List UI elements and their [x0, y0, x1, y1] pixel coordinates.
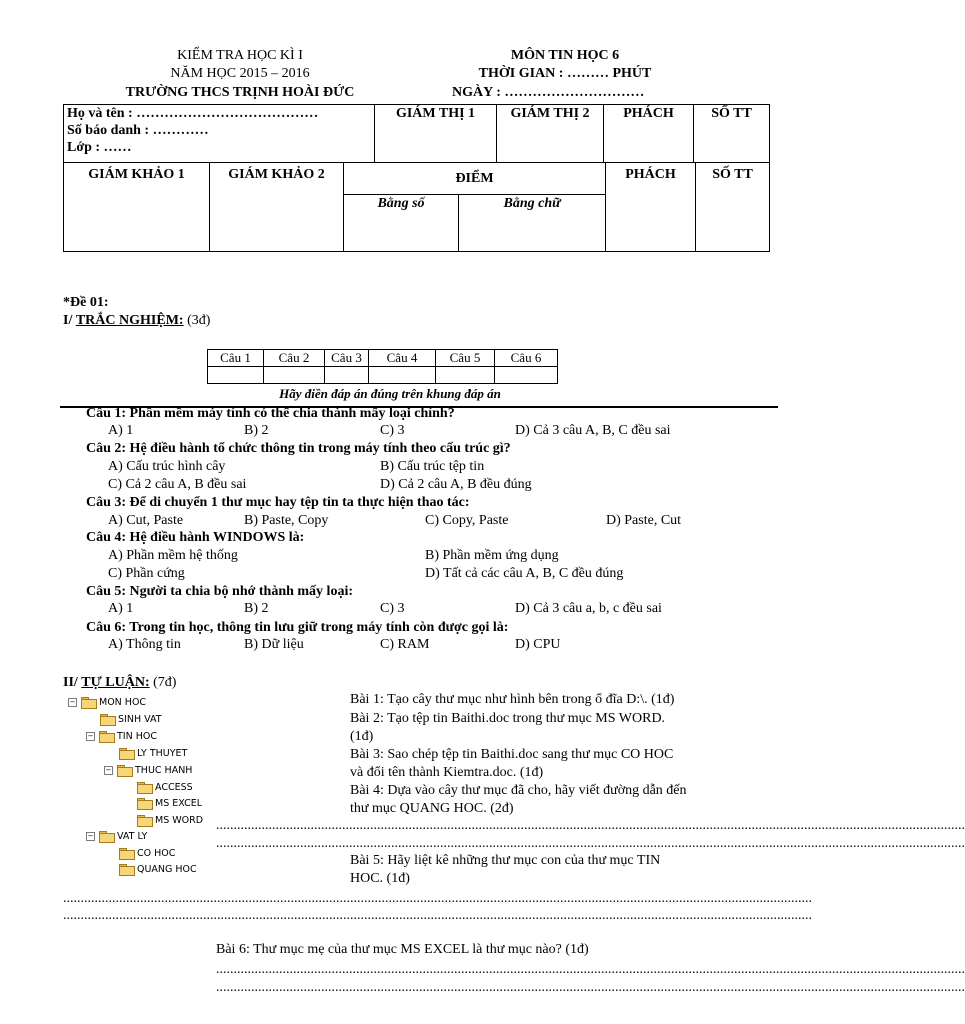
answer-grid [207, 349, 558, 384]
answer-col-header: Câu 5 [436, 350, 495, 367]
collapse-icon[interactable]: − [87, 832, 94, 840]
q5-option-b: B) 2 [244, 601, 269, 616]
task-3-line-2: và đổi tên thành Kiemtra.doc. (1đ) [350, 765, 544, 780]
q2-option-c: C) Cả 2 câu A, B đều sai [108, 477, 247, 492]
number-cell-2: SỐ TT [696, 163, 770, 252]
full-name-field: Họ và tên : ………………………………… [67, 106, 319, 121]
tree-node-mon-hoc[interactable] [68, 697, 146, 708]
question-1: Câu 1: Phần mềm máy tính có thể chia thành mấy loại chính? [86, 406, 455, 421]
grader-2-cell: GIÁM KHẢO 2 [210, 163, 344, 252]
collapse-icon[interactable]: − [87, 732, 94, 740]
tree-node-vat-ly[interactable] [86, 831, 147, 842]
q4-option-c: C) Phần cứng [108, 566, 185, 581]
exam-title: KIỂM TRA HỌC KÌ I [177, 48, 303, 63]
question-2: Câu 2: Hệ điều hành tổ chức thông tin trong máy tính theo cấu trúc gì? [86, 441, 511, 456]
answer-col-header: Câu 1 [208, 350, 264, 367]
answer-col-header: Câu 4 [369, 350, 436, 367]
part-1-heading [63, 313, 210, 329]
question-6: Câu 6: Trong tin học, thông tin lưu giữ trong máy tính còn được gọi là: [86, 620, 509, 635]
student-info-table [63, 104, 770, 163]
part-2-prefix: II/ [63, 675, 78, 690]
grader-1-cell: GIÁM KHẢO 1 [64, 163, 210, 252]
q6-option-c: C) RAM [380, 637, 430, 652]
q2-option-a: A) Cấu trúc hình cây [108, 459, 226, 474]
score-words-cell: Bằng chữ [459, 195, 606, 252]
task-5-line-2: HOC. (1đ) [350, 871, 410, 886]
q6-option-b: B) Dữ liệu [244, 637, 304, 652]
tree-node-quang-hoc[interactable] [119, 864, 197, 875]
part-2-heading [63, 675, 176, 691]
tree-node-sinh-vat[interactable] [100, 714, 162, 725]
q1-option-b: B) 2 [244, 423, 269, 438]
tree-label: VAT LY [117, 831, 148, 842]
answer-cell[interactable] [208, 367, 264, 384]
answer-line[interactable]: ...................................................................................................................................................................................................................... [63, 908, 812, 923]
part-2-title: TỰ LUẬN: [81, 675, 150, 690]
answer-cell[interactable] [325, 367, 369, 384]
grading-table [63, 162, 770, 252]
part-2-points: (7đ) [153, 675, 177, 690]
answer-line[interactable]: ...................................................................................................................................................................................................................... [216, 836, 965, 851]
folder-tree [68, 697, 218, 882]
code-cell-2: PHÁCH [606, 163, 696, 252]
answer-col-header: Câu 3 [325, 350, 369, 367]
task-2-line-2: (1đ) [350, 729, 374, 744]
tree-label: MS WORD [155, 815, 204, 826]
folder-icon [99, 831, 114, 842]
proctor-1-cell: GIÁM THỊ 1 [375, 105, 497, 163]
answer-line[interactable]: ...................................................................................................................................................................................................................... [216, 980, 965, 995]
q3-option-c: C) Copy, Paste [425, 513, 509, 528]
folder-icon [137, 798, 152, 809]
q6-option-d: D) CPU [515, 637, 561, 652]
q4-option-b: B) Phần mềm ứng dụng [425, 548, 559, 563]
score-number-cell: Bằng số [344, 195, 459, 252]
folder-icon [119, 748, 134, 759]
question-3: Câu 3: Để di chuyển 1 thư mục hay tệp tin ta thực hiện thao tác: [86, 495, 470, 510]
tree-node-access[interactable] [137, 782, 193, 793]
collapse-icon[interactable]: − [69, 698, 76, 706]
q2-option-b: B) Cấu trúc tệp tin [380, 459, 485, 474]
tree-label: SINH VAT [118, 714, 162, 725]
subject: MÔN TIN HỌC 6 [510, 48, 620, 63]
q1-option-c: C) 3 [380, 423, 405, 438]
number-cell: SỐ TT [694, 105, 770, 163]
q5-option-a: A) 1 [108, 601, 134, 616]
tree-label: LY THUYET [137, 748, 188, 759]
folder-icon [119, 848, 134, 859]
tree-node-co-hoc[interactable] [119, 848, 175, 859]
answer-cell[interactable] [495, 367, 558, 384]
question-5: Câu 5: Người ta chia bộ nhớ thành mấy loại: [86, 584, 353, 599]
folder-icon [137, 782, 152, 793]
exam-number-field: Số báo danh : ………… [67, 123, 209, 138]
part-1-prefix: I/ [63, 313, 73, 328]
q4-option-d: D) Tất cả các câu A, B, C đều đúng [425, 566, 624, 581]
answer-note: Hãy điền đáp án đúng trên khung đáp án [279, 386, 501, 401]
answer-line[interactable]: ...................................................................................................................................................................................................................... [216, 962, 965, 977]
q1-option-a: A) 1 [108, 423, 134, 438]
folder-icon [99, 731, 114, 742]
answer-cell[interactable] [369, 367, 436, 384]
folder-icon [119, 864, 134, 875]
q5-option-c: C) 3 [380, 601, 405, 616]
q1-option-d: D) Cả 3 câu A, B, C đều sai [515, 423, 671, 438]
task-4-line-1: Bài 4: Dựa vào cây thư mục đã cho, hãy viết đường dẫn đến [350, 783, 687, 798]
tree-node-thuc-hanh[interactable] [104, 765, 192, 776]
part-1-title: TRẮC NGHIỆM: [75, 313, 184, 328]
folder-icon [81, 697, 96, 708]
question-4: Câu 4: Hệ điều hành WINDOWS là: [86, 530, 305, 545]
tree-label: ACCESS [155, 782, 193, 793]
tree-node-tin-hoc[interactable] [86, 731, 157, 742]
exam-date: NGÀY : ………………………… [452, 85, 645, 100]
q6-option-a: A) Thông tin [108, 637, 181, 652]
tree-label: TIN HOC [117, 731, 157, 742]
tree-node-ms-word[interactable] [137, 815, 203, 826]
tree-label: CO HOC [137, 848, 176, 859]
tree-label: QUANG HOC [137, 864, 197, 875]
answer-col-header: Câu 6 [495, 350, 558, 367]
tree-node-ms-excel[interactable] [137, 798, 202, 809]
class-field: Lớp : …… [67, 140, 132, 155]
school-name: TRƯỜNG THCS TRỊNH HOÀI ĐỨC [125, 85, 355, 100]
answer-cell[interactable] [436, 367, 495, 384]
collapse-icon[interactable]: − [105, 766, 112, 774]
answer-line[interactable]: ...................................................................................................................................................................................................................... [63, 891, 812, 906]
task-3-line-1: Bài 3: Sao chép tệp tin Baithi.doc sang thư mục CO HOC [350, 747, 674, 762]
task-6: Bài 6: Thư mục mẹ của thư mục MS EXCEL là thư mục nào? (1đ) [216, 942, 589, 957]
answer-col-header: Câu 2 [264, 350, 325, 367]
tree-node-ly-thuyet[interactable] [119, 748, 187, 759]
q4-option-a: A) Phần mềm hệ thống [108, 548, 238, 563]
school-year: NĂM HỌC 2015 – 2016 [170, 66, 310, 81]
q2-option-d: D) Cả 2 câu A, B đều đúng [380, 477, 532, 492]
q3-option-b: B) Paste, Copy [244, 513, 329, 528]
q3-option-d: D) Paste, Cut [606, 513, 682, 528]
folder-icon [117, 765, 132, 776]
q5-option-d: D) Cả 3 câu a, b, c đều sai [515, 601, 662, 616]
tree-label: MS EXCEL [155, 798, 202, 809]
score-header: ĐIỂM [344, 163, 606, 195]
tree-label: THUC HANH [135, 765, 193, 776]
folder-icon [137, 815, 152, 826]
task-1: Bài 1: Tạo cây thư mục như hình bên trong ổ đĩa D:\. (1đ) [350, 692, 675, 707]
task-2-line-1: Bài 2: Tạo tệp tin Baithi.doc trong thư mục MS WORD. [350, 711, 666, 726]
tree-label: MON HOC [99, 697, 147, 708]
part-1-points: (3đ) [187, 313, 211, 328]
code-cell: PHÁCH [604, 105, 694, 163]
exam-code: *Đề 01: [63, 295, 109, 310]
task-4-line-2: thư mục QUANG HOC. (2đ) [350, 801, 514, 816]
answer-line[interactable]: ...................................................................................................................................................................................................................... [216, 818, 965, 833]
folder-icon [100, 714, 115, 725]
duration: THỜI GIAN : ……… PHÚT [478, 66, 652, 81]
task-5-line-1: Bài 5: Hãy liệt kê những thư mục con của thư mục TIN [350, 853, 661, 868]
answer-cell[interactable] [264, 367, 325, 384]
q3-option-a: A) Cut, Paste [108, 513, 184, 528]
proctor-2-cell: GIÁM THỊ 2 [497, 105, 604, 163]
